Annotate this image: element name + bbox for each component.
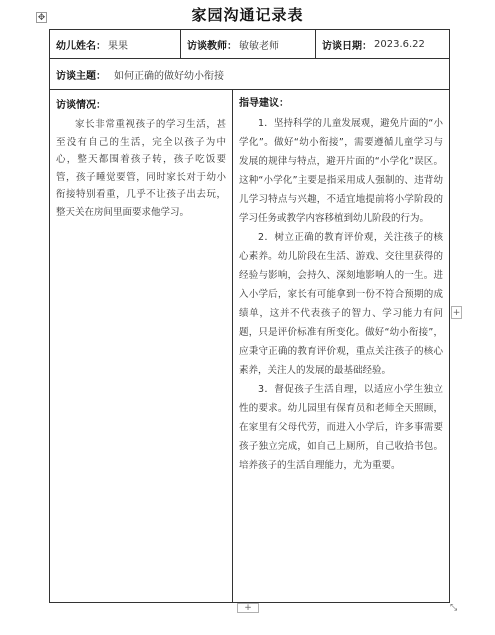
date-label: 访谈日期： [322,40,372,52]
guidance-paragraph-2: 2．树立正确的教育评价观，关注孩子的核心素养。幼儿阶段在生活、游戏、交往里获得的经验与影响，会持久、深刻地影响人的一生。进入小学后，家长有可能拿到一份不符合预期的成绩单，这并不代表孩子的智力、学习能力有问题，只是评价标准有所变化。做好“幼小衔接”，应秉守正确的教育评价观，重点关注孩子的核心素养，关注人的发展的最基础经验。 [239,232,443,376]
topic-cell[interactable] [50,59,449,90]
situation-text: 家长非常重视孩子的学习生活，甚至没有自己的生活，完全以孩子为中心，整天都围着孩子转，孩子吃饭要管，孩子睡觉要管，同时家长对于幼小衔接特别看重，几乎不让孩子出去玩，整天关在房间里面要求他学习。 [56,119,226,218]
situation-label: 访谈情况： [56,100,106,111]
child-name-value: 果果 [108,40,128,52]
page-title: 家园沟通记录表 [191,6,304,24]
guidance-cell[interactable] [233,90,449,602]
date-cell[interactable] [316,30,449,58]
guidance-paragraph-3: 3．督促孩子生活自理，以适应小学生独立性的要求。幼儿园里有保育员和老师全天照顾，在家里有父母代劳，而进入小学后，许多事需要孩子独立完成，如自己上厕所，自己收拾书包。培养孩子的生活自理能力，尤为重要。 [239,384,443,471]
guidance-paragraph-1: 1．坚持科学的儿童发展观，避免片面的“小学化”。做好“幼小衔接”，需要遵循儿童学习与发展的规律与特点，避开片面的“小学化”误区。这种“小学化”主要是指采用成人强制的、违背幼儿学习特点与兴趣，不适宜地提前将小学阶段的学习任务或教学内容移植到幼儿阶段的行为。 [239,118,443,224]
teacher-cell[interactable] [181,30,316,58]
guidance-label: 指导建议： [239,98,289,109]
child-name-label: 幼儿姓名： [56,40,106,52]
teacher-value: 敏敏老师 [239,40,279,52]
topic-label: 访谈主题： [56,70,106,82]
child-name-cell[interactable] [50,30,181,58]
topic-value: 如何正确的做好幼小衔接 [114,70,224,82]
info-row [50,30,449,59]
table-resize-icon[interactable]: ⤡ [450,603,458,613]
record-table [49,29,450,603]
date-value: 2023.6.22 [374,38,425,50]
teacher-label: 访谈教师： [187,40,237,52]
add-column-plus-icon[interactable]: + [452,308,461,318]
table-move-handle-icon[interactable]: ✥ [37,13,46,23]
situation-cell[interactable] [50,90,233,602]
content-row [50,90,449,602]
add-row-plus-icon[interactable]: + [237,603,259,613]
